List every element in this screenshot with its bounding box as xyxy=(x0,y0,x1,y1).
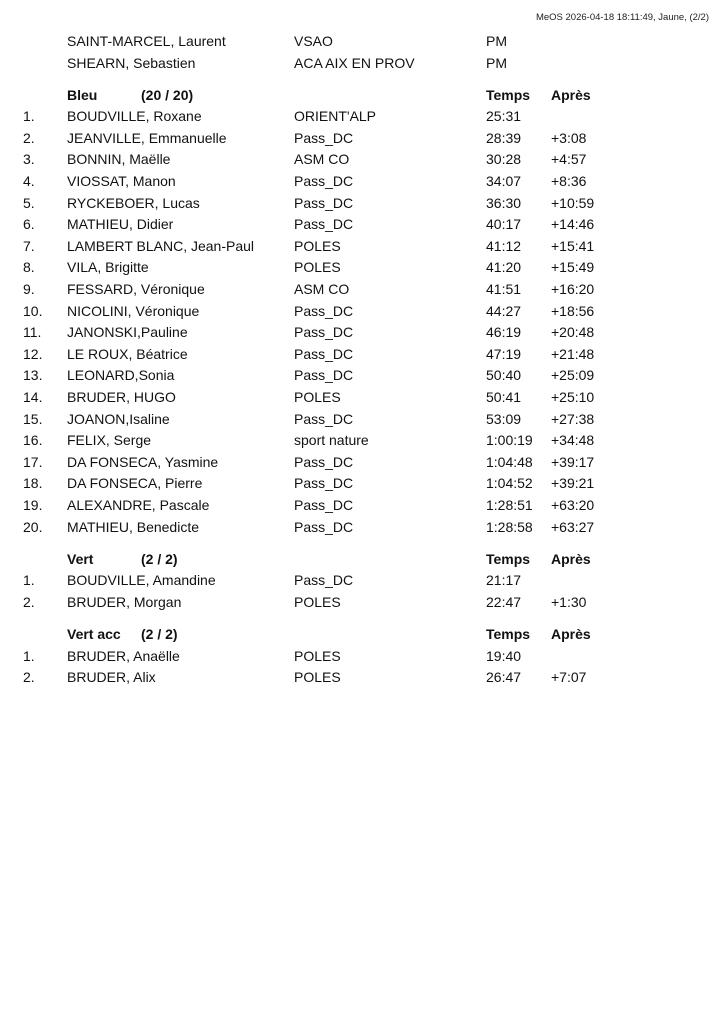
runner-name: ALEXANDRE, Pascale xyxy=(67,496,210,513)
runner-name: BOUDVILLE, Amandine xyxy=(67,572,216,589)
runner-place: 1. xyxy=(23,572,35,589)
class-header xyxy=(0,549,725,571)
column-header-after: Après xyxy=(551,86,591,103)
runner-club: POLES xyxy=(294,669,341,686)
runner-place: 2. xyxy=(23,593,35,610)
column-header-time: Temps xyxy=(486,625,531,642)
runner-club: ACA AIX EN PROV xyxy=(294,54,415,71)
class-count: (2 / 2) xyxy=(141,550,178,567)
report-header-meta: MeOS 2026-04-18 18:11:49, Jaune, (2/2) xyxy=(535,12,709,23)
runner-time-behind: +8:36 xyxy=(551,173,587,190)
runner-place: 1. xyxy=(23,108,35,125)
runner-name: DA FONSECA, Pierre xyxy=(67,475,203,492)
runner-place: 16. xyxy=(23,432,43,449)
result-row xyxy=(0,322,725,344)
column-header-after: Après xyxy=(551,625,591,642)
runner-name: SHEARN, Sebastien xyxy=(67,54,196,71)
result-row xyxy=(0,344,725,366)
runner-time-behind: +15:49 xyxy=(551,259,595,276)
runner-place: 17. xyxy=(23,453,43,470)
runner-name: BRUDER, Morgan xyxy=(67,593,182,610)
runner-time: 41:51 xyxy=(486,281,522,298)
result-row xyxy=(0,279,725,301)
runner-time: 1:28:58 xyxy=(486,518,533,535)
runner-name: NICOLINI, Véronique xyxy=(67,302,200,319)
runner-time-behind: +25:10 xyxy=(551,389,595,405)
result-row xyxy=(0,495,725,517)
result-row xyxy=(0,301,725,323)
runner-time-behind: +16:20 xyxy=(551,281,595,298)
result-row xyxy=(0,257,725,279)
runner-club: Pass_DC xyxy=(294,453,354,470)
results-list xyxy=(0,31,725,689)
result-row xyxy=(0,646,725,668)
runner-name: BONNIN, Maëlle xyxy=(67,151,171,168)
runner-time-behind: +34:48 xyxy=(551,432,595,449)
runner-place: 18. xyxy=(23,475,43,492)
runner-club: ORIENT'ALP xyxy=(294,108,377,125)
result-row xyxy=(0,473,725,495)
runner-time-behind: +39:21 xyxy=(551,475,595,492)
runner-time: 1:28:51 xyxy=(486,496,533,513)
runner-time: 28:39 xyxy=(486,129,522,146)
runner-place: 1. xyxy=(23,647,35,664)
runner-place: 2. xyxy=(23,129,35,146)
runner-name: MATHIEU, Didier xyxy=(67,216,174,233)
runner-time: 1:04:48 xyxy=(486,453,533,470)
runner-status: PM xyxy=(486,33,507,49)
runner-club: Pass_DC xyxy=(294,173,354,190)
runner-place: 7. xyxy=(23,237,35,254)
class-count: (2 / 2) xyxy=(141,625,178,642)
class-name: Bleu xyxy=(67,86,98,103)
result-row xyxy=(0,193,725,215)
runner-time-behind: +15:41 xyxy=(551,237,595,254)
runner-time-behind: +39:17 xyxy=(551,453,595,470)
result-row xyxy=(0,149,725,171)
result-row xyxy=(0,365,725,387)
runner-name: MATHIEU, Benedicte xyxy=(67,518,200,535)
result-row xyxy=(0,128,725,150)
result-row xyxy=(0,430,725,452)
runner-name: BRUDER, Alix xyxy=(67,669,156,686)
runner-time: 36:30 xyxy=(486,194,522,211)
runner-place: 15. xyxy=(23,410,43,427)
runner-club: Pass_DC xyxy=(294,194,354,211)
result-row xyxy=(0,667,725,689)
result-row xyxy=(0,409,725,431)
runner-time: 22:47 xyxy=(486,593,522,610)
runner-place: 10. xyxy=(23,302,43,319)
runner-name: DA FONSECA, Yasmine xyxy=(67,453,219,470)
runner-club: Pass_DC xyxy=(294,345,354,362)
runner-time-behind: +63:27 xyxy=(551,518,595,535)
runner-place: 6. xyxy=(23,216,35,233)
runner-club: Pass_DC xyxy=(294,496,354,513)
result-row xyxy=(0,236,725,258)
result-row xyxy=(0,592,725,614)
result-row xyxy=(0,106,725,128)
runner-time-behind: +25:09 xyxy=(551,367,595,384)
runner-club: Pass_DC xyxy=(294,572,354,589)
runner-time-behind: +1:30 xyxy=(551,593,587,610)
runner-time-behind: +3:08 xyxy=(551,129,587,146)
runner-place: 20. xyxy=(23,518,43,535)
section-gap xyxy=(0,613,725,624)
runner-time: 47:19 xyxy=(486,345,522,362)
class-count: (20 / 20) xyxy=(141,86,194,103)
column-header-time: Temps xyxy=(486,86,531,103)
runner-time-behind: +7:07 xyxy=(551,669,587,686)
runner-club: ASM CO xyxy=(294,151,350,168)
runner-club: ASM CO xyxy=(294,281,350,298)
runner-name: RYCKEBOER, Lucas xyxy=(67,194,200,211)
runner-time: 44:27 xyxy=(486,302,522,319)
section-gap xyxy=(0,538,725,549)
runner-place: 4. xyxy=(23,173,35,190)
runner-name: SAINT-MARCEL, Laurent xyxy=(67,33,226,49)
runner-time: 1:00:19 xyxy=(486,432,533,449)
runner-club: Pass_DC xyxy=(294,518,354,535)
runner-status: PM xyxy=(486,54,507,71)
runner-club: Pass_DC xyxy=(294,324,354,341)
runner-club: sport nature xyxy=(294,432,369,449)
column-header-time: Temps xyxy=(486,550,531,567)
result-row xyxy=(0,214,725,236)
result-row xyxy=(0,452,725,474)
runner-club: Pass_DC xyxy=(294,367,354,384)
runner-time: 30:28 xyxy=(486,151,522,168)
carryover-row xyxy=(0,53,725,75)
runner-club: Pass_DC xyxy=(294,475,354,492)
runner-time: 34:07 xyxy=(486,173,522,190)
runner-name: FELIX, Serge xyxy=(67,432,152,449)
runner-place: 9. xyxy=(23,281,35,298)
runner-name: JANONSKI,Pauline xyxy=(67,324,188,341)
runner-club: Pass_DC xyxy=(294,216,354,233)
runner-place: 11. xyxy=(23,324,42,341)
class-header xyxy=(0,624,725,646)
runner-time-behind: +27:38 xyxy=(551,410,595,427)
result-row xyxy=(0,387,725,409)
runner-club: Pass_DC xyxy=(294,129,354,146)
class-name: Vert xyxy=(67,550,94,567)
runner-time: 41:20 xyxy=(486,259,522,276)
runner-place: 13. xyxy=(23,367,43,384)
runner-time: 50:41 xyxy=(486,389,522,405)
runner-time: 1:04:52 xyxy=(486,475,533,492)
runner-club: VSAO xyxy=(294,33,333,49)
runner-time: 26:47 xyxy=(486,669,522,686)
runner-time: 50:40 xyxy=(486,367,522,384)
runner-time-behind: +18:56 xyxy=(551,302,595,319)
runner-club: Pass_DC xyxy=(294,302,354,319)
result-row xyxy=(0,171,725,193)
section-gap xyxy=(0,74,725,85)
runner-time: 53:09 xyxy=(486,410,522,427)
column-header-after: Après xyxy=(551,550,591,567)
runner-time: 19:40 xyxy=(486,647,522,664)
runner-time-behind: +63:20 xyxy=(551,496,595,513)
runner-name: JEANVILLE, Emmanuelle xyxy=(67,129,227,146)
runner-time: 41:12 xyxy=(486,237,522,254)
class-name: Vert acc xyxy=(67,625,121,642)
runner-place: 5. xyxy=(23,194,35,211)
runner-name: LAMBERT BLANC, Jean-Paul xyxy=(67,237,255,254)
runner-name: BOUDVILLE, Roxane xyxy=(67,108,202,125)
runner-place: 12. xyxy=(23,345,43,362)
runner-time: 25:31 xyxy=(486,108,522,125)
runner-time-behind: +10:59 xyxy=(551,194,595,211)
runner-time-behind: +21:48 xyxy=(551,345,595,362)
runner-name: LE ROUX, Béatrice xyxy=(67,345,188,362)
runner-place: 14. xyxy=(23,389,43,405)
runner-club: POLES xyxy=(294,647,341,664)
runner-club: POLES xyxy=(294,389,341,405)
class-header xyxy=(0,85,725,107)
runner-name: LEONARD,Sonia xyxy=(67,367,175,384)
runner-time: 46:19 xyxy=(486,324,522,341)
runner-name: VIOSSAT, Manon xyxy=(67,173,176,190)
runner-club: Pass_DC xyxy=(294,410,354,427)
runner-place: 3. xyxy=(23,151,35,168)
runner-time-behind: +4:57 xyxy=(551,151,587,168)
runner-name: BRUDER, HUGO xyxy=(67,389,176,405)
runner-place: 2. xyxy=(23,669,35,686)
runner-time-behind: +14:46 xyxy=(551,216,595,233)
runner-time: 40:17 xyxy=(486,216,522,233)
runner-name: VILA, Brigitte xyxy=(67,259,149,276)
runner-time-behind: +20:48 xyxy=(551,324,595,341)
runner-name: JOANON,Isaline xyxy=(67,410,170,427)
result-row xyxy=(0,517,725,539)
runner-name: BRUDER, Anaëlle xyxy=(67,647,180,664)
runner-club: POLES xyxy=(294,259,341,276)
runner-club: POLES xyxy=(294,593,341,610)
carryover-row xyxy=(0,31,725,53)
result-row xyxy=(0,570,725,592)
runner-time: 21:17 xyxy=(486,572,522,589)
runner-name: FESSARD, Véronique xyxy=(67,281,205,298)
runner-club: POLES xyxy=(294,237,341,254)
runner-place: 8. xyxy=(23,259,35,276)
runner-place: 19. xyxy=(23,496,43,513)
